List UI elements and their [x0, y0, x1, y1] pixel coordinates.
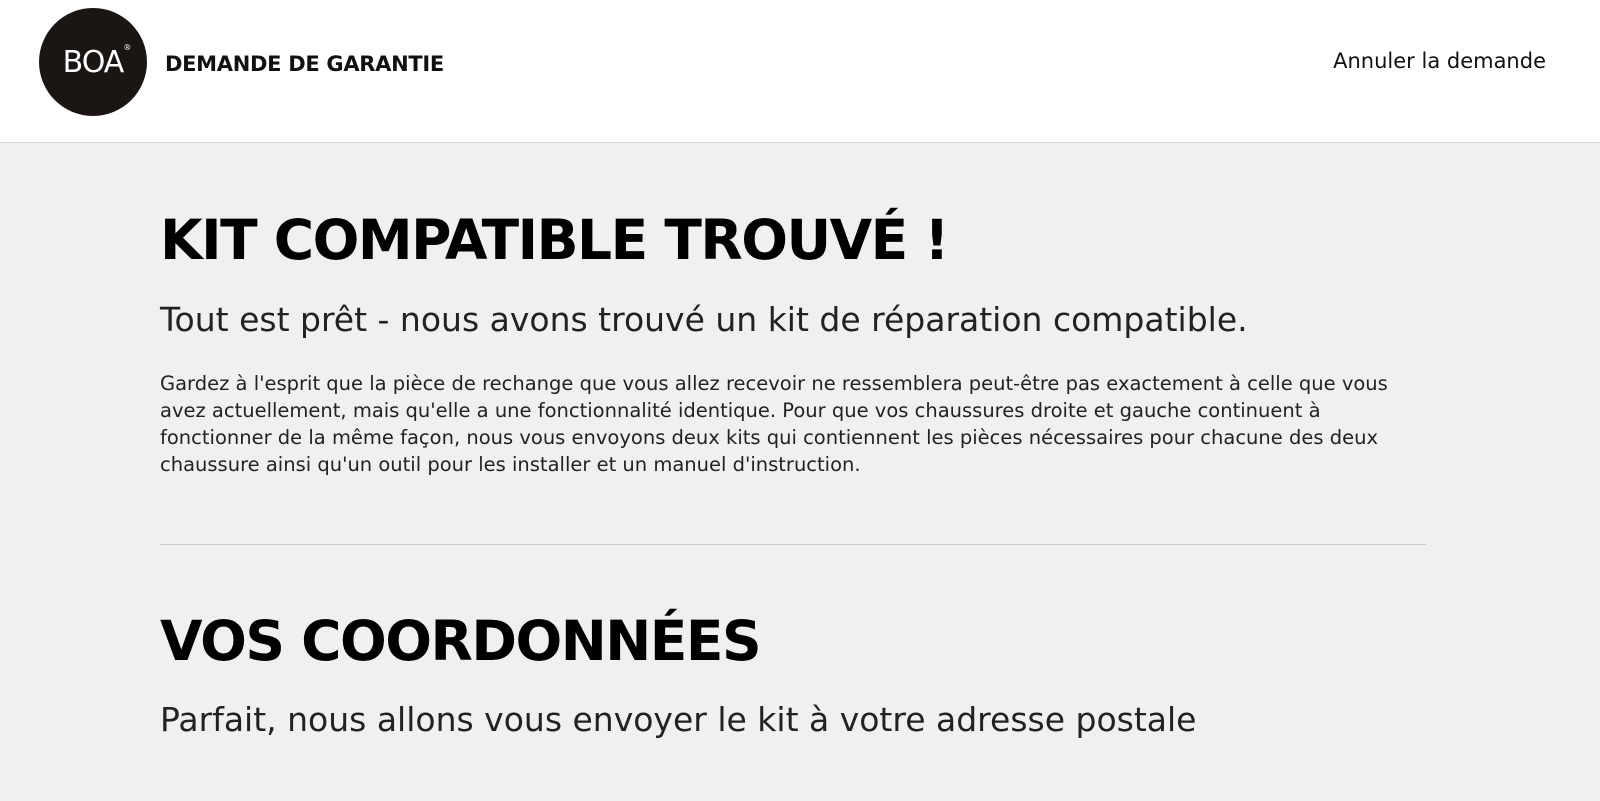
kit-found-description: Gardez à l'esprit que la pièce de rechange que vous allez recevoir ne ressemblera peut-être pas exactement à celle que vous avez actuellement, mais qu'elle a une fonctionnalité identique. Pour que vos chaussures droite et gauche continuent à fonctionner de la même façon, nous vous envoyons deux kits qui contiennent les pièces nécessaires pour chacune des deux chaussure ainsi qu'un outil pour les installer et un manuel d'instruction. [160, 372, 1388, 476]
kit-found-lead: Tout est prêt - nous avons trouvé un kit de réparation compatible. [160, 300, 1248, 339]
boa-logo[interactable] [39, 8, 147, 116]
logo-wordmark: BOA [62, 45, 124, 80]
registered-mark: ® [123, 43, 132, 52]
contact-details-title: VOS COORDONNÉES [160, 609, 761, 673]
contact-details-lead: Parfait, nous allons vous envoyer le kit à votre adresse postale [160, 700, 1197, 739]
site-header [0, 0, 1600, 143]
logo-text [62, 43, 132, 80]
cancel-request-link[interactable]: Annuler la demande [1333, 49, 1546, 73]
header-title: DEMANDE DE GARANTIE [165, 52, 444, 76]
kit-found-title: KIT COMPATIBLE TROUVÉ ! [160, 208, 948, 272]
section-divider [160, 544, 1426, 545]
